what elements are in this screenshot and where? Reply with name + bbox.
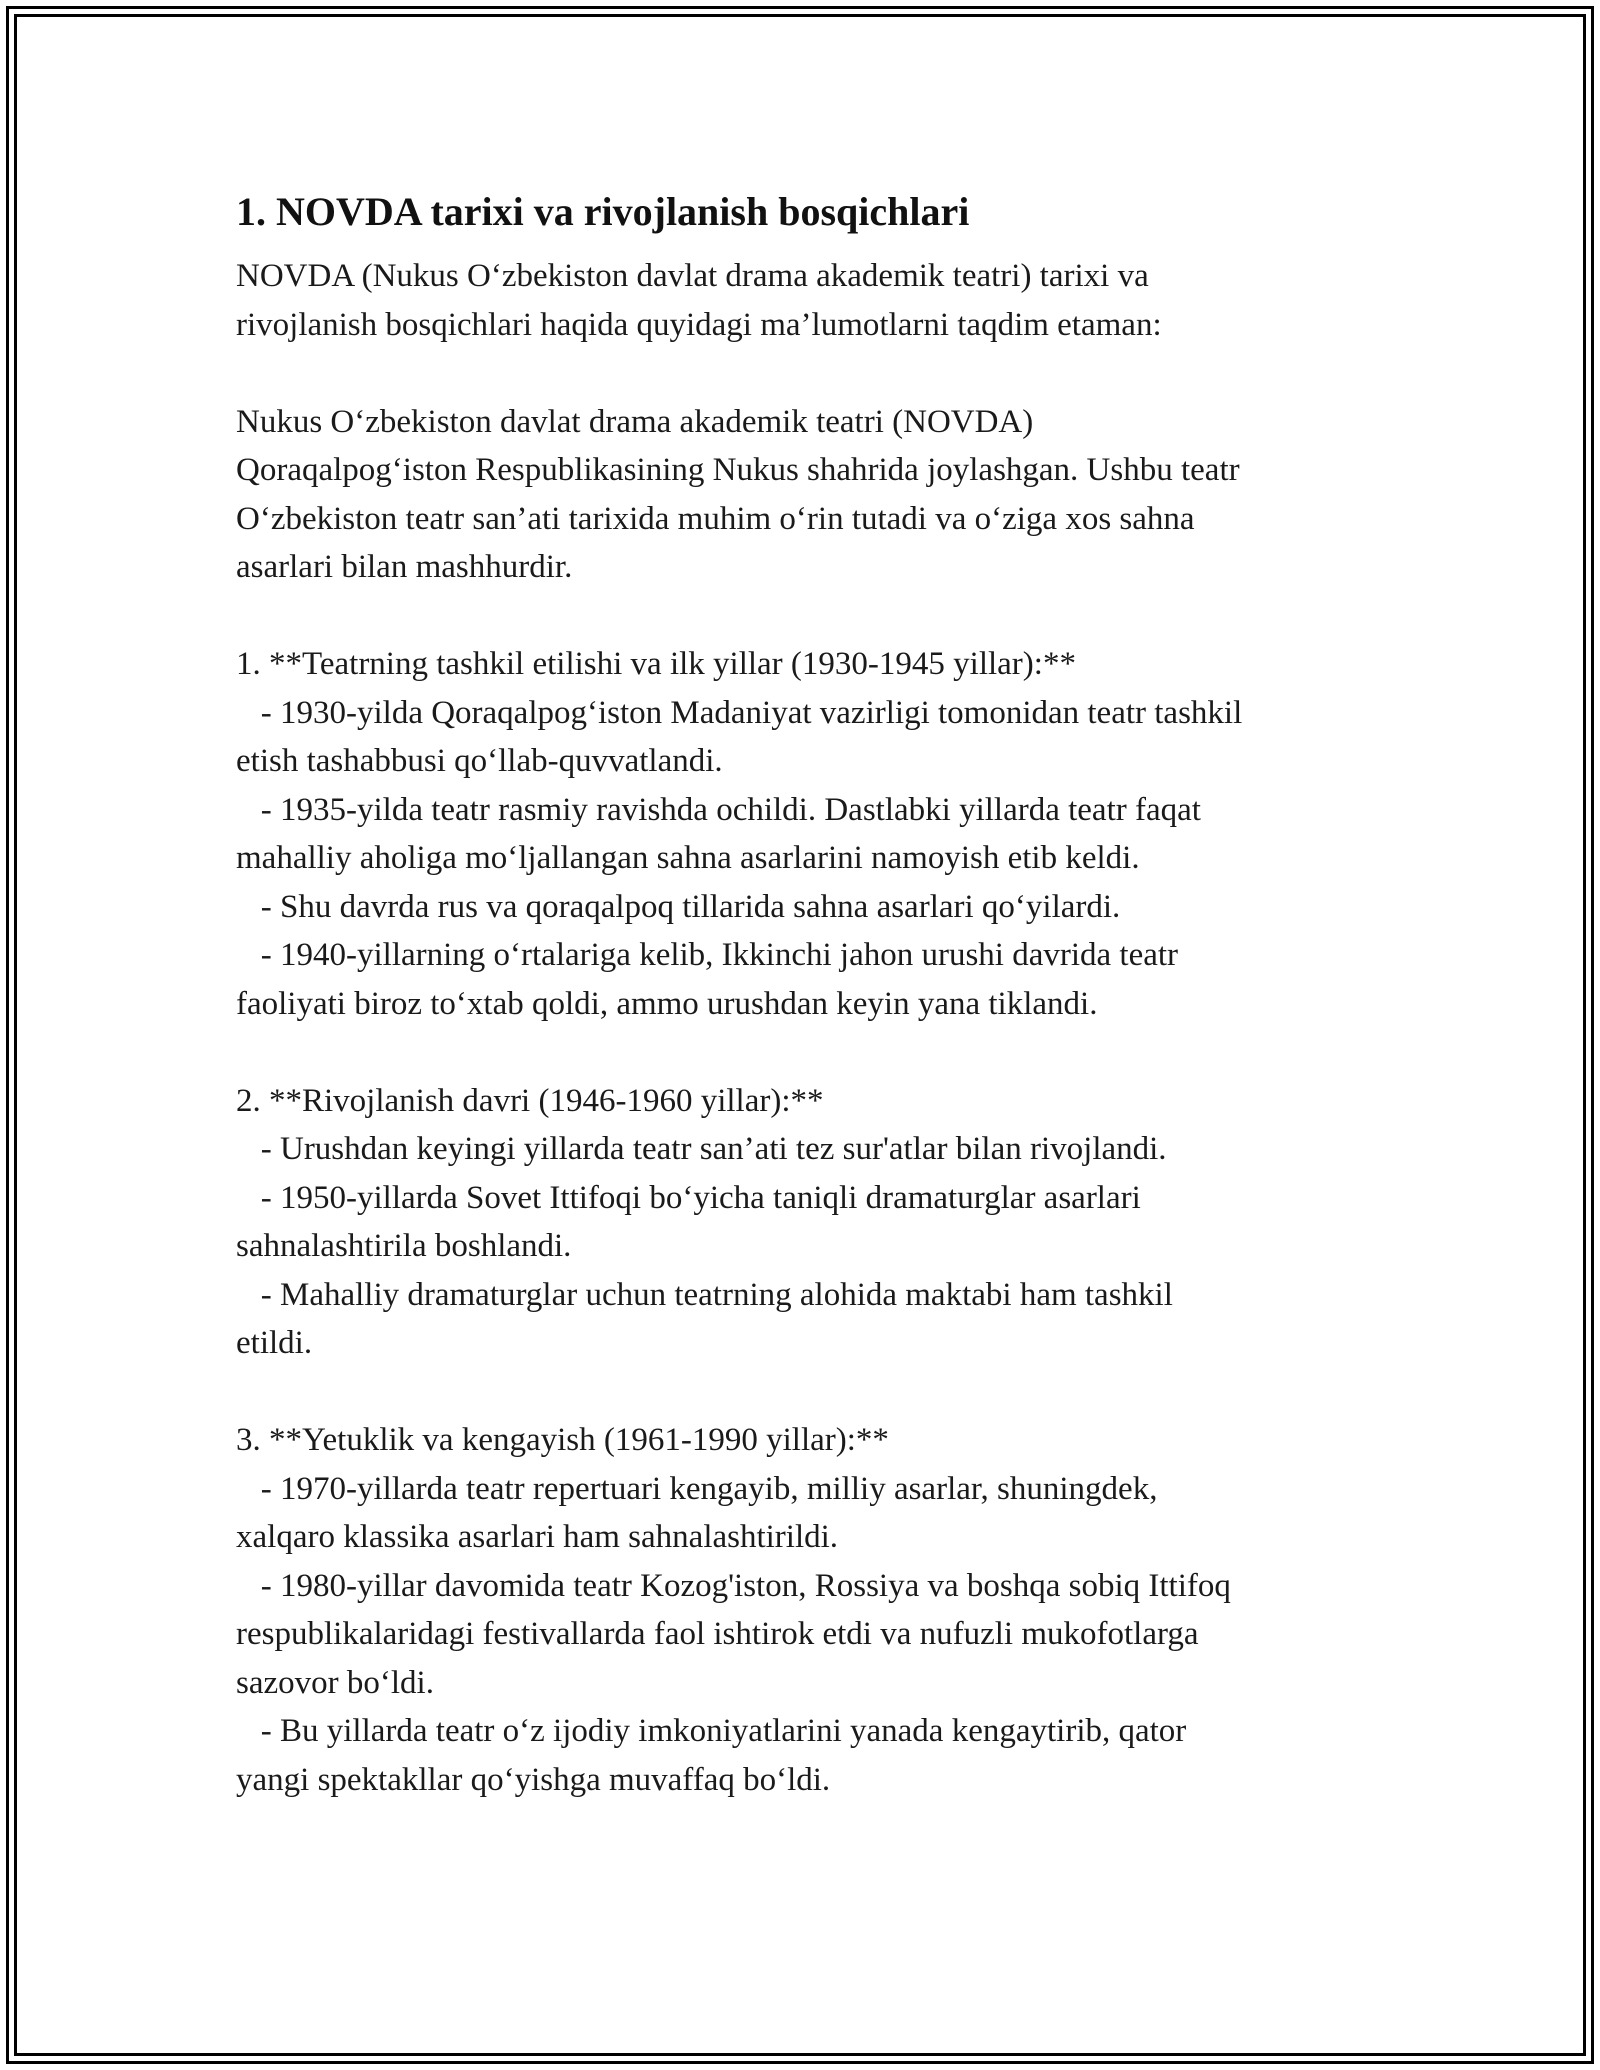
list-item-line: etildi.: [236, 1325, 313, 1361]
list-item-line: - Urushdan keyingi yillarda teatr san’ati tez sur'atlar bilan rivojlandi.: [236, 1131, 1167, 1167]
list-item-line: - Mahalliy dramaturglar uchun teatrning alohida maktabi ham tashkil: [236, 1276, 1173, 1313]
list-item-line: - 1970-yillarda teatr repertuari kengayib, milliy asarlar, shuningdek,: [236, 1470, 1158, 1507]
overview-line: O‘zbekiston teatr san’ati tarixida muhim o‘rin tutadi va o‘ziga xos sahna: [236, 500, 1195, 537]
paragraph-gap: [236, 592, 1366, 641]
overview-paragraph: [236, 398, 1366, 592]
list-item-line: etish tashabbusi qo‘llab-quvvatlandi.: [236, 743, 723, 779]
intro-line: rivojlanish bosqichlari haqida quyidagi ma’lumotlarni taqdim etaman:: [236, 306, 1162, 343]
overview-line: Qoraqalpog‘iston Respublikasining Nukus shahrida joylashgan. Ushbu teatr: [236, 452, 1240, 488]
intro-line: NOVDA (Nukus O‘zbekiston davlat drama akademik teatri) tarixi va: [236, 258, 1149, 294]
list-item-line: - 1935-yilda teatr rasmiy ravishda ochildi. Dastlabki yillarda teatr faqat: [236, 791, 1201, 828]
overview-line: Nukus O‘zbekiston davlat drama akademik teatri (NOVDA): [236, 403, 1034, 440]
paragraph-gap: [236, 1028, 1366, 1077]
section-title: 3. **Yetuklik va kengayish (1961-1990 yillar):**: [236, 1422, 889, 1458]
overview-line: asarlari bilan mashhurdir.: [236, 549, 573, 585]
section-title: 1. **Teatrning tashkil etilishi va ilk yillar (1930-1945 yillar):**: [236, 646, 1076, 682]
list-item-line: sazovor bo‘ldi.: [236, 1664, 434, 1701]
list-item-line: - Shu davrda rus va qoraqalpoq tillarida sahna asarlari qo‘yilardi.: [236, 888, 1121, 925]
section-3: [236, 1416, 1366, 1804]
document-body: [236, 184, 1366, 1804]
list-item-line: respublikalaridagi festivallarda faol ishtirok etdi va nufuzli mukofotlarga: [236, 1616, 1199, 1652]
list-item-line: mahalliy aholiga mo‘ljallangan sahna asarlarini namoyish etib keldi.: [236, 840, 1140, 876]
paragraph-gap: [236, 349, 1366, 398]
list-item-line: - 1930-yilda Qoraqalpog‘iston Madaniyat vazirligi tomonidan teatr tashkil: [236, 694, 1243, 731]
list-item-line: - Bu yillarda teatr o‘z ijodiy imkoniyatlarini yanada kengaytirib, qator: [236, 1713, 1187, 1749]
paragraph-gap: [236, 1368, 1366, 1417]
list-item-line: sahnalashtirila boshlandi.: [236, 1228, 572, 1264]
list-item-line: - 1940-yillarning o‘rtalariga kelib, Ikkinchi jahon urushi davrida teatr: [236, 937, 1179, 973]
intro-paragraph: [236, 252, 1366, 349]
section-2: [236, 1077, 1366, 1368]
section-1: [236, 640, 1366, 1028]
list-item-line: yangi spektakllar qo‘yishga muvaffaq bo‘ldi.: [236, 1761, 831, 1798]
list-item-line: - 1980-yillar davomida teatr Kozog'iston, Rossiya va boshqa sobiq Ittifoq: [236, 1567, 1231, 1604]
section-title: 2. **Rivojlanish davri (1946-1960 yillar):**: [236, 1082, 824, 1119]
list-item-line: faoliyati biroz to‘xtab qoldi, ammo urushdan keyin yana tiklandi.: [236, 985, 1098, 1022]
list-item-line: xalqaro klassika asarlari ham sahnalashtirildi.: [236, 1519, 839, 1555]
document-heading: 1. NOVDA tarixi va rivojlanish bosqichlari: [236, 189, 970, 234]
list-item-line: - 1950-yillarda Sovet Ittifoqi bo‘yicha taniqli dramaturglar asarlari: [236, 1179, 1141, 1216]
